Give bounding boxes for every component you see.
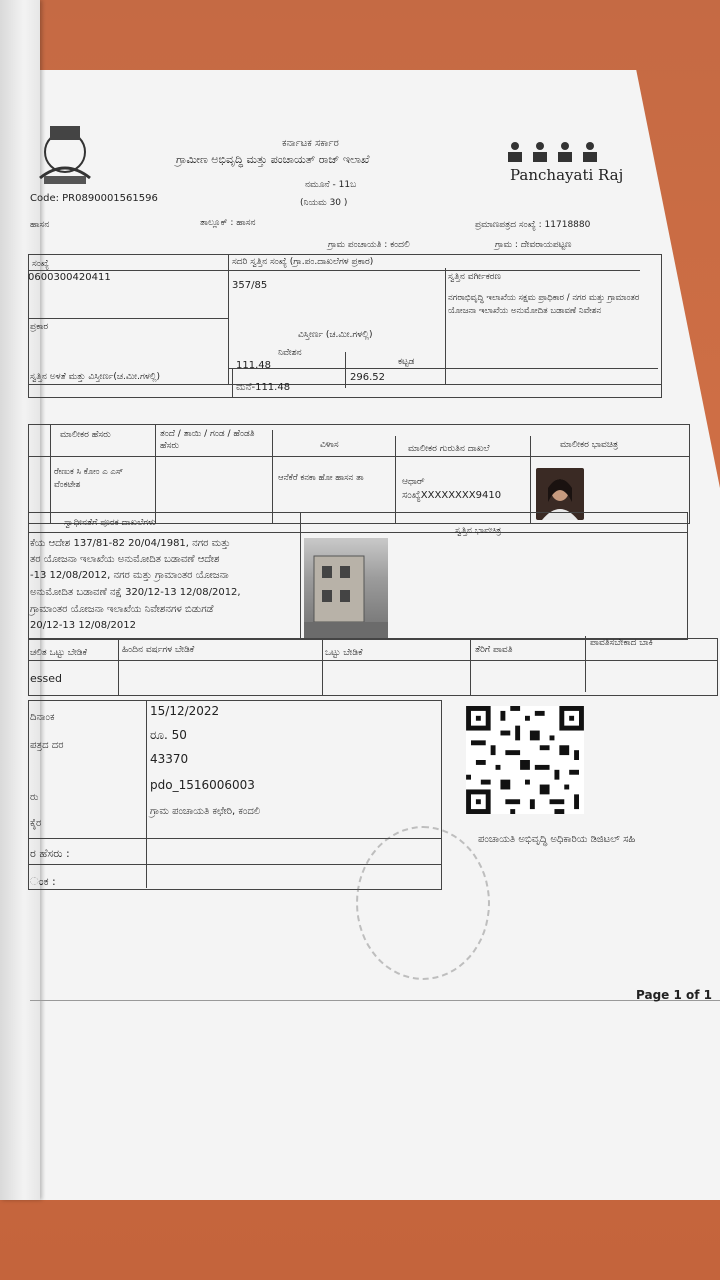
site-label: ನಿವೇಶನ	[278, 348, 302, 358]
measure-label: ಸ್ವತ್ತಿನ ಅಳತೆ ಮತ್ತು ವಿಸ್ತೀರ್ಣ(ಚ.ಮೀ.ಗಳಲ್ಲಿ)	[30, 372, 161, 382]
tax-header: ತೆರಿಗೆ ಪಾವತಿ	[475, 645, 513, 655]
issue-label: ರ ಹೆಸರು :	[30, 847, 70, 860]
site-area: 111.48	[236, 360, 271, 371]
issue-label: ಂಕ :	[30, 875, 56, 888]
document-line: -13 12/08/2012, ನಗರ ಮತ್ತು ಗ್ರಾಮಾಂತರ ಯೋಜನಾ	[30, 570, 229, 581]
id-value: ಸಂಖ್ಯೆXXXXXXXX9410	[402, 490, 502, 501]
property-photo	[304, 538, 388, 638]
department-title: ಗ್ರಾಮೀಣ ಅಭಿವೃದ್ಧಿ ಮತ್ತು ಪಂಚಾಯತ್ ರಾಜ್ ಇಲಾಖೆ	[176, 153, 370, 166]
gram-panchayat: ಗ್ರಾಮ ಪಂಚಾಯತಿ : ಕಂದಲಿ	[328, 240, 410, 250]
document-line: ತರ ಯೋಜನಾ ಇಲಾಖೆಯ ಅನುಮೋದಿತ ಬಡಾವಣೆ ಆದೇಶ	[30, 554, 220, 565]
tax-header: ಒಟ್ಟು ಬೇಡಿಕೆ	[325, 648, 363, 658]
district: ಹಾಸನ	[30, 220, 50, 230]
col-type: ಪ್ರಕಾರ	[30, 322, 49, 332]
col-photo: ಮಾಲೀಕರ ಭಾವಚಿತ್ರ	[560, 440, 619, 450]
people-icon	[500, 140, 610, 166]
tax-header: ಚಲಿತ ಒಟ್ಟು ಬೇಡಿಕೆ	[30, 648, 87, 658]
document-line: ಅನುಮೋದಿತ ಬಡಾವಣೆ ನಕ್ಷೆ 320/12-13 12/08/2012,	[30, 587, 241, 598]
category-value: ನಗರಾಭಿವೃದ್ಧಿ ಇಲಾಖೆಯ ಸಕ್ಷಮ ಪ್ರಾಧಿಕಾರ / ನಗರ ಮತ್ತು ಗ್ರಾಮಾಂತರ ಯೋಜನಾ ಇಲಾಖೆಯ ಅನುಮೋದಿತ ಬಡಾವಣೆ ನಿವೇಶನ	[448, 293, 640, 316]
id-label: ಆಧಾರ್	[402, 477, 425, 487]
document-line: 20/12-13 12/08/2012	[30, 620, 136, 631]
tax-header: ಹಿಂದಿನ ವರ್ಷಗಳ ಬೇಡಿಕೆ	[122, 645, 195, 655]
office-seal	[356, 826, 490, 980]
property-photo-heading: ಸ್ವತ್ತಿನ ಭಾವಚಿತ್ರ	[455, 526, 502, 536]
building-area: 296.52	[350, 372, 385, 383]
col-survey: ಸದರಿ ಸ್ವತ್ತಿನ ಸಂಖ್ಯೆ (ಗ್ರಾ.ಪಂ.ದಾಖಲೆಗಳ ಪ್ರಕಾರ)	[232, 257, 374, 267]
issue-fee: ರೂ. 50	[150, 728, 187, 742]
owner-address: ಆನೆಕೆರೆ ಕನಕಾ ಹೋ ಹಾಸನ ತಾ	[278, 473, 364, 483]
survey-value: 357/85	[232, 280, 268, 291]
tax-row-value: essed	[30, 672, 62, 685]
col-address: ವಿಳಾಸ	[320, 440, 339, 450]
col-owner: ಮಾಲೀಕರ ಹೆಸರು	[60, 430, 111, 440]
village: ಗ್ರಾಮ : ದೇವರಾಯಪಟ್ಟಣ	[495, 240, 572, 250]
karnataka-emblem-icon	[30, 118, 100, 190]
measure-value: ಮನೆ-111.48	[236, 382, 291, 393]
col-number: ಸಂಖ್ಯೆ	[32, 259, 49, 269]
qr-code-icon	[466, 706, 584, 814]
col-category: ಸ್ವತ್ತಿನ ವರ್ಗೀಕರಣ	[448, 272, 501, 282]
document-line: ಕೆಯ ಆದೇಶ 137/81-82 20/04/1981, ನಗರ ಮತ್ತು	[30, 538, 231, 549]
issue-label: ಪತ್ರದ ದರ	[30, 740, 64, 751]
issue-office: ಗ್ರಾಮ ಪಂಚಾಯತಿ ಕಛೇರಿ, ಕಂದಲಿ	[150, 806, 261, 817]
issue-date: 15/12/2022	[150, 704, 220, 718]
page-number: Page 1 of 1	[636, 988, 712, 1002]
col-id: ಮಾಲೀಕರ ಗುರುತಿನ ದಾಖಲೆ	[408, 444, 490, 454]
govt-title: ಕರ್ನಾಟಕ ಸರ್ಕಾರ	[282, 138, 339, 149]
document-line: ಗ್ರಾಮಾಂತರ ಯೋಜನಾ ಇಲಾಖೆಯ ನಿವೇಶನಗಳ ಬಿಡುಗಡೆ	[30, 604, 214, 615]
col-father: ತಂದೆ / ತಾಯಿ / ಗಂಡ / ಹೆಂಡತಿ ಹೆಸರು	[160, 429, 255, 451]
taluk: ತಾಲ್ಲೂಕ್ : ಹಾಸನ	[200, 218, 256, 228]
building-label: ಕಟ್ಟಡ	[398, 357, 415, 367]
panchayati-raj-logo	[500, 140, 624, 190]
tax-header: ಪಾವತಿಸಬೇಕಾದ ಬಾಕಿ	[590, 638, 653, 648]
area-label: ವಿಸ್ತೀರ್ಣ (ಚ.ಮೀ.ಗಳಲ್ಲಿ)	[298, 330, 373, 340]
logo-text: Panchayati Raj	[510, 166, 624, 184]
number-value: 0600300420411	[28, 272, 111, 283]
documents-heading: ಸ್ವಾಧೀನತೆಗೆ ಪೂರಕ ದಾಖಲೆಗಳು	[64, 518, 156, 528]
owner-name: ರೇಣುಕ ಸಿ ಕೋಂ ಎ ಎಸ್ ವೆಂಕಟೇಶ	[54, 467, 124, 490]
certificate-number: ಪ್ರಮಾಣಪತ್ರದ ಸಂಖ್ಯೆ : 11718880	[475, 220, 591, 230]
rule-number: (ನಿಯಮ 30 )	[300, 198, 348, 208]
issue-label: ದಿನಾಂಕ	[30, 712, 55, 723]
issue-officer: pdo_1516006003	[150, 778, 255, 792]
issue-label: ಕೈರ	[30, 818, 42, 829]
issue-label: ರು	[30, 792, 39, 803]
document-code: Code: PR0890001561596	[30, 193, 158, 204]
form-number: ನಮೂನೆ - 11ಬ	[305, 180, 357, 190]
issue-receipt: 43370	[150, 752, 189, 766]
footer-divider	[30, 1000, 720, 1001]
digital-signature-label: ಪಂಚಾಯತಿ ಅಭಿವೃದ್ಧಿ ಅಧಿಕಾರಿಯ ಡಿಜಿಟಲ್ ಸಹಿ	[478, 834, 636, 845]
